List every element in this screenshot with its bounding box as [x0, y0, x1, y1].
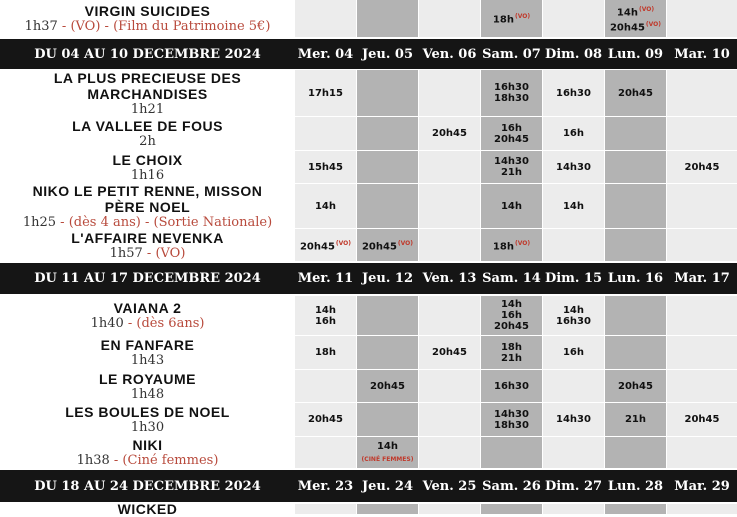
film-info — [0, 296, 295, 335]
film-info — [0, 184, 295, 228]
film-info — [0, 501, 295, 517]
showtime-cell — [605, 437, 666, 468]
showtime-cell — [543, 229, 604, 261]
day-header: Ven. 13 — [422, 271, 477, 286]
showtime-cell — [667, 117, 737, 150]
showtime-cell — [667, 504, 737, 514]
film-note: - (Ciné femmes) — [109, 453, 219, 468]
week-range: DU 11 AU 17 DECEMBRE 2024 — [34, 271, 261, 286]
showtime-cell — [543, 117, 604, 150]
showtime-cell — [419, 336, 480, 369]
showtime[interactable]: 14h — [562, 304, 585, 316]
showtime-cell — [357, 437, 418, 468]
film-title: LE CHOIX — [112, 151, 183, 168]
showtime-cell — [419, 437, 480, 468]
showtime-cell — [295, 117, 356, 150]
version-tag: (VO) — [514, 13, 531, 21]
showtime[interactable]: 16h — [562, 347, 585, 358]
showtime-cell — [667, 296, 737, 335]
showtime-cell — [605, 0, 666, 37]
showtime[interactable]: 16h — [500, 310, 523, 321]
film-note: - (dès 4 ans) — [56, 214, 141, 230]
week-header — [0, 470, 737, 502]
film-row — [0, 370, 737, 402]
film-title: VIRGIN SUICIDES — [84, 3, 211, 19]
film-info — [0, 403, 295, 436]
film-duration: 1h21 — [130, 101, 165, 117]
film-duration: 1h37 - (VO) - (Film du Patrimoine 5€) — [24, 19, 271, 34]
film-title: VAIANA 2 — [113, 300, 182, 316]
showtime[interactable]: 20h45 — [684, 161, 720, 173]
film-duration: 1h48 — [130, 386, 165, 402]
showtime[interactable]: 16h30 — [494, 380, 529, 392]
film-row — [0, 336, 737, 369]
showtime[interactable]: 14h30 — [494, 408, 529, 420]
showtime[interactable]: 15h45 — [308, 161, 343, 173]
film-info — [0, 336, 295, 369]
film-info — [0, 117, 295, 150]
film-duration: 2h — [139, 134, 156, 149]
showtime[interactable]: 14h — [314, 200, 337, 212]
showtime[interactable]: 14h30 — [556, 414, 591, 425]
showtime[interactable]: 21h — [500, 167, 523, 178]
showtime-cell — [543, 296, 604, 335]
showtime-cell — [667, 151, 737, 183]
showtime[interactable]: 14h30 — [494, 156, 529, 167]
showtime[interactable]: 21h — [624, 414, 647, 425]
showtime-cell — [357, 0, 418, 37]
showtime-cell — [295, 403, 356, 436]
showtime-cell — [481, 0, 542, 37]
showtime-cell — [419, 117, 480, 150]
film-row — [0, 403, 737, 436]
showtime-cell — [481, 370, 542, 402]
showtime-cell — [419, 229, 480, 261]
showtime-cell — [357, 336, 418, 369]
showtime-cell — [481, 296, 542, 335]
showtime[interactable]: 20h45 — [494, 133, 529, 145]
film-duration: 1h57 - (VO) — [109, 245, 186, 261]
showtime-cell — [543, 151, 604, 183]
showtime-cell — [357, 117, 418, 150]
week-header — [0, 39, 737, 69]
day-header: Mer. 04 — [297, 46, 354, 62]
showtime[interactable]: 20h45 — [618, 380, 653, 392]
showtime-cell — [481, 184, 542, 228]
showtime[interactable]: 16h30 — [494, 82, 529, 93]
showtime-cell — [543, 0, 604, 37]
showtime-cell — [295, 437, 356, 468]
film-title: LES BOULES DE NOEL — [65, 404, 230, 420]
showtime-cell — [605, 296, 666, 335]
showtime-cell — [295, 336, 356, 369]
showtime-cell — [481, 151, 542, 183]
showtime-cell — [543, 370, 604, 402]
film-row — [0, 0, 737, 37]
day-header: Jeu. 05 — [361, 46, 414, 62]
showtime-cell — [357, 184, 418, 228]
version-tag: (VO) — [397, 239, 414, 247]
showtime[interactable]: 14h30 — [556, 161, 591, 173]
showtime-cell — [481, 117, 542, 150]
showtime[interactable]: 18h30 — [494, 419, 529, 431]
showtime-cell — [605, 151, 666, 183]
showtime[interactable]: 16h30 — [556, 87, 591, 99]
showtime-cell — [295, 296, 356, 335]
showtime-cell — [481, 229, 542, 261]
showtime[interactable]: 18h — [314, 347, 337, 358]
showtime-cell — [667, 437, 737, 468]
showtime-cell — [295, 229, 356, 261]
day-header: Sam. 14 — [482, 271, 541, 286]
film-title: LA PLUS PRECIEUSE DES — [53, 69, 242, 86]
showtime-cell — [419, 370, 480, 402]
film-row — [0, 437, 737, 468]
version-tag: (VO) — [335, 239, 352, 247]
showtime-cell — [419, 0, 480, 37]
showtime[interactable]: 16h — [500, 122, 523, 134]
showtime-cell — [295, 504, 356, 514]
week-range: DU 18 AU 24 DECEMBRE 2024 — [34, 478, 261, 494]
day-header: Sam. 07 — [482, 46, 541, 62]
showtime-label: (CINÉ FEMMES) — [361, 455, 414, 463]
showtime-cell — [543, 184, 604, 228]
showtime-cell — [543, 70, 604, 116]
film-note: - (VO) — [142, 245, 186, 261]
film-duration: 1h30 — [130, 420, 165, 435]
week-header — [0, 263, 737, 294]
day-header: Mar. 10 — [674, 46, 730, 62]
showtime[interactable]: $18h^{(VO)}$ — [492, 239, 531, 253]
showtime[interactable]: 20h45 — [618, 87, 653, 99]
film-note: - (Sortie Nationale) — [140, 214, 273, 230]
day-header: Ven. 25 — [422, 478, 477, 494]
film-row — [0, 296, 737, 335]
showtime-cell — [419, 296, 480, 335]
film-info — [0, 0, 295, 37]
showtime[interactable]: 21h — [500, 352, 523, 364]
showtime[interactable]: 16h — [562, 128, 585, 139]
showtime[interactable]: $20h45^{(VO)}$ — [361, 239, 414, 253]
film-title: EN FANFARE — [100, 337, 195, 353]
showtime[interactable]: 14h — [500, 200, 523, 212]
showtime[interactable]: $20h45^{(VO)}$ — [299, 239, 352, 253]
film-row — [0, 184, 737, 228]
film-row — [0, 151, 737, 183]
film-row — [0, 70, 737, 116]
showtime-cell — [605, 336, 666, 369]
week-range: DU 04 AU 10 DECEMBRE 2024 — [34, 46, 261, 62]
film-note: - (Film du Patrimoine 5€) — [100, 19, 271, 34]
day-header: Jeu. 12 — [361, 271, 414, 286]
showtime[interactable]: 14h — [376, 440, 399, 452]
film-duration: 1h25 - (dès 4 ans) - (Sortie Nationale) — [22, 214, 273, 230]
showtime[interactable]: 20h45 — [308, 414, 343, 425]
showtime-cell — [295, 70, 356, 116]
film-title: NIKI — [132, 437, 163, 453]
showtime[interactable]: 14h — [500, 299, 523, 310]
film-duration: 1h40 - (dès 6ans) — [90, 316, 205, 331]
day-header: Dim. 15 — [544, 271, 603, 286]
showtime-cell — [605, 70, 666, 116]
showtime-cell — [667, 370, 737, 402]
showtime-cell — [357, 70, 418, 116]
showtime-cell — [667, 70, 737, 116]
film-title: WICKED — [117, 501, 178, 517]
showtime-cell — [605, 370, 666, 402]
day-header: Lun. 28 — [607, 478, 664, 494]
showtime-cell — [667, 184, 737, 228]
film-info — [0, 70, 295, 116]
film-title: LE ROYAUME — [98, 370, 197, 387]
showtime-cell — [605, 504, 666, 514]
film-duration: 1h16 — [130, 167, 165, 183]
showtime[interactable]: $18h^{(VO)}$ — [492, 13, 531, 26]
film-info — [0, 370, 295, 402]
showtime-cell — [605, 403, 666, 436]
showtime[interactable]: 20h45 — [432, 128, 467, 139]
showtime[interactable]: 20h45 — [432, 347, 467, 358]
showtime[interactable]: 20h45 — [684, 414, 720, 425]
showtime[interactable]: 20h45 — [494, 321, 529, 332]
day-header: Lun. 09 — [607, 46, 664, 62]
showtime-cell — [357, 296, 418, 335]
film-note: - (VO) — [57, 19, 101, 34]
showtime-cell — [543, 403, 604, 436]
showtime-cell — [295, 0, 356, 37]
version-tag: (VO) — [645, 20, 662, 28]
showtime-cell — [357, 229, 418, 261]
showtime[interactable]: 17h15 — [308, 87, 343, 99]
day-header: Dim. 27 — [544, 478, 603, 494]
version-tag: (VO) — [638, 6, 655, 14]
day-header: Mer. 11 — [297, 271, 354, 286]
version-tag: (VO) — [514, 239, 531, 247]
film-title: PÈRE NOEL — [104, 198, 191, 215]
showtime-cell — [357, 151, 418, 183]
showtime-cell — [481, 70, 542, 116]
showtime[interactable]: 14h — [562, 200, 585, 212]
day-header: Mer. 23 — [297, 478, 354, 494]
day-header: Lun. 16 — [607, 271, 664, 286]
showtime-cell — [295, 151, 356, 183]
showtime-cell — [605, 117, 666, 150]
film-info — [0, 437, 295, 468]
showtime[interactable]: 18h — [500, 341, 523, 353]
showtime-cell — [419, 151, 480, 183]
film-row — [0, 117, 737, 150]
showtime-cell — [667, 336, 737, 369]
showtime-cell — [481, 336, 542, 369]
showtime[interactable]: $14h^{(VO)}$ — [616, 6, 655, 19]
showtime-cell — [667, 0, 737, 37]
showtime[interactable]: 16h — [314, 315, 337, 327]
showtime-cell — [667, 229, 737, 261]
day-header: Mar. 29 — [674, 478, 730, 494]
showtime-cell — [481, 504, 542, 514]
showtime[interactable]: 14h — [314, 304, 337, 316]
showtime[interactable]: 18h30 — [494, 93, 529, 104]
showtime-cell — [357, 504, 418, 514]
showtime[interactable]: 16h30 — [556, 315, 591, 327]
showtime-cell — [605, 229, 666, 261]
showtime-cell — [605, 184, 666, 228]
film-row — [0, 501, 737, 517]
film-duration: 1h38 - (Ciné femmes) — [76, 453, 219, 468]
film-title: MARCHANDISES — [87, 85, 208, 102]
day-header: Dim. 08 — [544, 46, 603, 62]
film-title: NIKO LE PETIT RENNE, MISSON — [32, 182, 263, 199]
showtime-cell — [295, 184, 356, 228]
showtime-cell — [357, 403, 418, 436]
showtime-cell — [357, 370, 418, 402]
showtime[interactable]: 20h45 — [370, 380, 405, 392]
film-row — [0, 229, 737, 261]
film-duration: 1h43 — [130, 353, 165, 368]
showtime-cell — [667, 403, 737, 436]
showtime-cell — [419, 70, 480, 116]
showtime-cell — [543, 504, 604, 514]
showtime-cell — [295, 370, 356, 402]
showtime[interactable]: $20h45^{(VO)}$ — [609, 20, 662, 33]
day-header: Jeu. 24 — [361, 478, 414, 494]
film-note: - (dès 6ans) — [123, 316, 205, 331]
day-header: Sam. 26 — [482, 478, 541, 494]
day-header: Mar. 17 — [674, 271, 730, 286]
showtime-cell — [419, 403, 480, 436]
film-title: L'AFFAIRE NEVENKA — [71, 229, 224, 246]
day-header: Ven. 06 — [422, 46, 477, 62]
film-info — [0, 229, 295, 261]
film-title: LA VALLEE DE FOUS — [72, 118, 223, 134]
showtime-cell — [543, 336, 604, 369]
showtime-cell — [419, 504, 480, 514]
showtime-cell — [481, 403, 542, 436]
showtime-cell — [419, 184, 480, 228]
showtime-cell — [481, 437, 542, 468]
showtime-cell — [543, 437, 604, 468]
film-info — [0, 151, 295, 183]
